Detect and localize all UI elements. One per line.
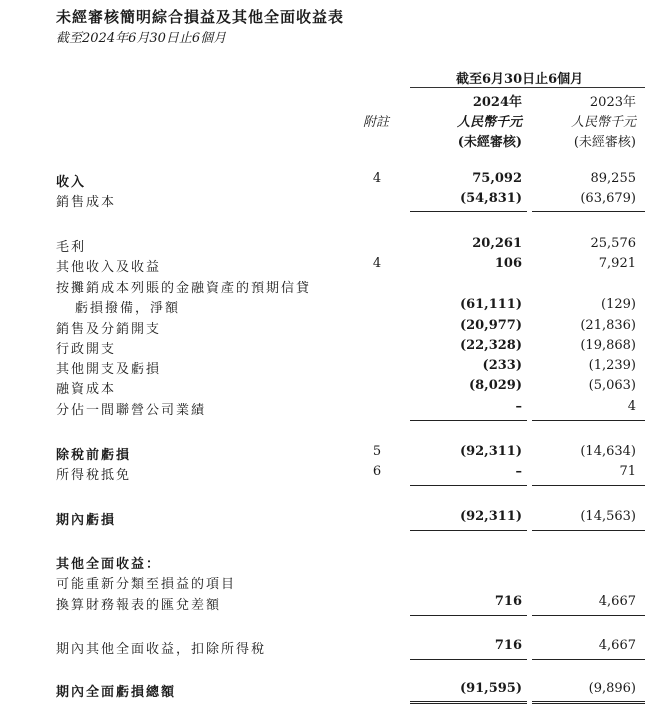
total-double-rule-2023 — [532, 701, 645, 704]
row-label-other-expenses: 其他開支及虧損 — [56, 362, 162, 377]
row-value-2024-gross-profit: 20,261 — [472, 236, 522, 251]
statement-title: 未經審核簡明綜合損益及其他全面收益表 — [56, 8, 345, 26]
year-2024-header: 2024年 — [472, 95, 522, 110]
row-label-oci-heading: 其他全面收益： — [56, 557, 162, 572]
row-label-total-comprehensive-loss: 期內全面虧損總額 — [56, 685, 177, 700]
row-label-cost-of-sales: 銷售成本 — [56, 195, 117, 210]
period-header-rule — [410, 87, 645, 88]
statement-subtitle: 截至2024年6月30日止6個月 — [56, 31, 227, 46]
row-value-2024-total-comprehensive-loss: (91,595) — [459, 681, 522, 696]
row-value-2023-loss-allowance: (129) — [601, 297, 636, 312]
year-2023-header: 2023年 — [589, 95, 636, 110]
row-value-2023-finance-costs: (5,063) — [588, 378, 636, 393]
row-value-2023-loss-for-period: (14,563) — [580, 509, 636, 524]
row-value-2024-other-expenses: (233) — [482, 358, 522, 373]
row-label-loss-for-period: 期內虧損 — [56, 513, 117, 528]
row-value-2023-selling-expenses: (21,836) — [580, 318, 636, 333]
row-label-selling-expenses: 銷售及分銷開支 — [56, 322, 162, 337]
row-note-revenue: 4 — [372, 171, 382, 186]
subtotal-rule-2024 — [410, 211, 527, 212]
period-header: 截至6月30日止6個月 — [456, 72, 584, 87]
row-label-gross-profit: 毛利 — [56, 240, 87, 255]
row-value-2023-oci-net-of-tax: 4,667 — [598, 638, 636, 653]
row-label-exchange-differences: 換算財務報表的匯兌差額 — [56, 598, 222, 613]
row-label-admin-expenses: 行政開支 — [56, 342, 117, 357]
row-value-2024-finance-costs: (8,029) — [468, 378, 522, 393]
row-label-revenue: 收入 — [56, 175, 87, 190]
row-label-income-tax-credit: 所得稅抵免 — [56, 468, 132, 483]
row-value-2023-total-comprehensive-loss: (9,896) — [588, 681, 636, 696]
subtotal-rule-2023 — [532, 211, 645, 212]
row-value-2024-other-income: 106 — [494, 256, 522, 271]
subtotal-rule-2024 — [410, 659, 527, 660]
row-label-finance-costs: 融資成本 — [56, 382, 117, 397]
subtotal-rule-2024 — [410, 420, 527, 421]
row-value-2024-loss-for-period: (92,311) — [459, 509, 522, 524]
row-value-2023-gross-profit: 25,576 — [590, 236, 636, 251]
subtotal-rule-2024 — [410, 485, 527, 486]
row-label-expected-credit-loss: 按攤銷成本列賬的金融資產的預期信貸 — [56, 281, 312, 296]
row-value-2024-exchange-differences: 716 — [494, 594, 522, 609]
row-note-other-income: 4 — [372, 256, 382, 271]
subtotal-rule-2024 — [410, 530, 527, 531]
row-label-oci-net-of-tax: 期內其他全面收益，扣除所得稅 — [56, 642, 267, 657]
currency-2024-header: 人民幣千元 — [456, 115, 522, 130]
subtotal-rule-2023 — [532, 530, 645, 531]
row-value-2023-revenue: 89,255 — [590, 171, 636, 186]
subtotal-rule-2023 — [532, 420, 645, 421]
row-value-2023-income-tax-credit: 71 — [619, 464, 636, 479]
row-value-2023-loss-before-tax: (14,634) — [580, 444, 636, 459]
total-double-rule-2024 — [410, 701, 527, 704]
currency-2023-header: 人民幣千元 — [570, 115, 636, 130]
subtotal-rule-2023 — [532, 659, 645, 660]
note-column-header: 附註 — [363, 115, 390, 130]
subtotal-rule-2023 — [532, 615, 645, 616]
audit-2024-header: (未經審核) — [457, 135, 522, 150]
row-value-2024-associate-share: – — [515, 399, 522, 414]
row-value-2024-admin-expenses: (22,328) — [459, 338, 522, 353]
subtotal-rule-2024 — [410, 615, 527, 616]
row-value-2024-loss-allowance: (61,111) — [459, 297, 522, 312]
row-value-2024-loss-before-tax: (92,311) — [459, 444, 522, 459]
subtotal-rule-2023 — [532, 485, 645, 486]
row-label-loss-allowance: 虧損撥備，淨額 — [75, 301, 181, 316]
row-value-2023-exchange-differences: 4,667 — [598, 594, 636, 609]
row-label-associate-share: 分佔一間聯營公司業績 — [56, 403, 207, 418]
row-value-2024-oci-net-of-tax: 716 — [494, 638, 522, 653]
row-value-2023-other-income: 7,921 — [598, 256, 636, 271]
row-label-oci-reclassifiable: 可能重新分類至損益的項目 — [56, 577, 237, 592]
row-value-2024-selling-expenses: (20,977) — [459, 318, 522, 333]
row-value-2024-income-tax-credit: – — [515, 464, 522, 479]
row-value-2023-associate-share: 4 — [627, 399, 636, 414]
row-value-2024-revenue: 75,092 — [472, 171, 522, 186]
row-value-2023-other-expenses: (1,239) — [588, 358, 636, 373]
row-label-loss-before-tax: 除稅前虧損 — [56, 448, 132, 463]
row-label-other-income: 其他收入及收益 — [56, 260, 162, 275]
row-note-income-tax-credit: 6 — [372, 464, 382, 479]
row-value-2023-cost-of-sales: (63,679) — [580, 191, 636, 206]
row-value-2024-cost-of-sales: (54,831) — [459, 191, 522, 206]
audit-2023-header: (未經審核) — [573, 135, 636, 150]
row-note-loss-before-tax: 5 — [372, 444, 382, 459]
row-value-2023-admin-expenses: (19,868) — [580, 338, 636, 353]
